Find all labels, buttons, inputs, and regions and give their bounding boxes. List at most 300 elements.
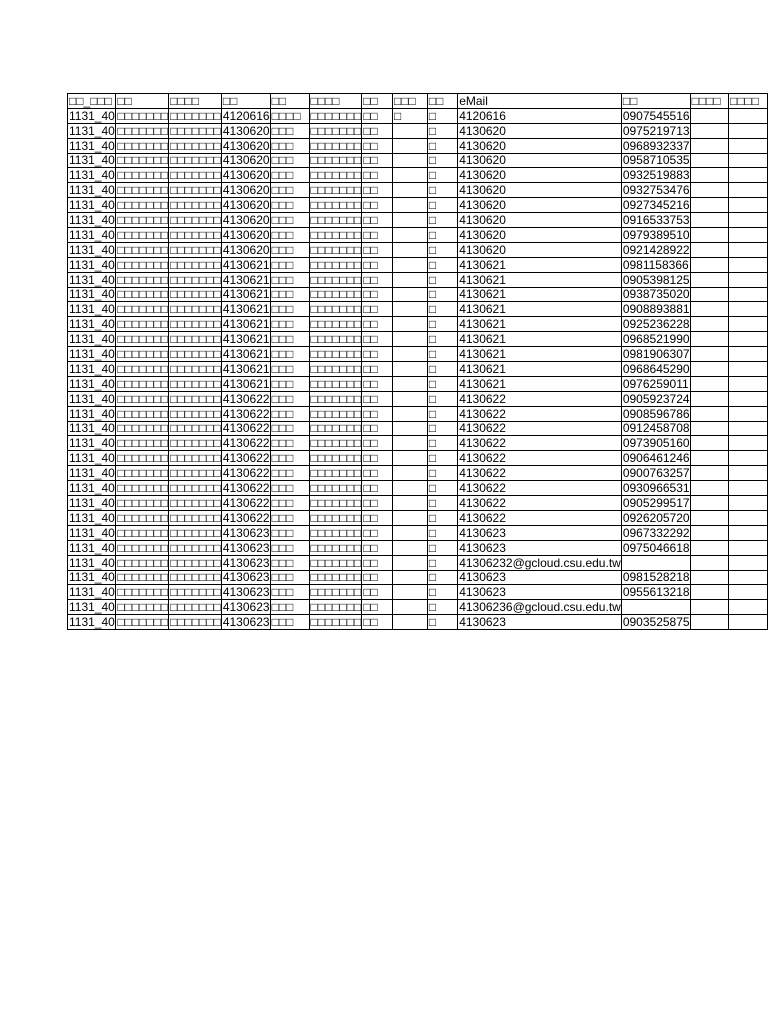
table-cell[interactable]: □□□	[270, 317, 309, 332]
table-cell[interactable]	[393, 362, 428, 377]
table-cell[interactable]: □□□□□□□	[310, 332, 362, 347]
table-cell[interactable]: □□□□□□□	[170, 585, 221, 600]
table-cell[interactable]	[729, 302, 768, 317]
table-cell[interactable]	[729, 287, 768, 302]
table-cell[interactable]: □	[427, 481, 457, 496]
table-cell[interactable]: □□□	[270, 183, 309, 198]
table-cell[interactable]: □	[427, 406, 457, 421]
table-cell[interactable]	[393, 615, 428, 630]
table-cell[interactable]: 4130620	[458, 123, 622, 138]
table-cell[interactable]: □□	[362, 287, 393, 302]
table-cell[interactable]: 4130620	[458, 198, 622, 213]
table-cell[interactable]: 4130622	[222, 481, 270, 496]
table-cell[interactable]	[393, 466, 428, 481]
table-cell[interactable]: □	[427, 600, 457, 615]
table-cell[interactable]: 4130620	[222, 227, 270, 242]
table-cell[interactable]: □□□□□□□	[170, 272, 221, 287]
table-cell[interactable]	[393, 451, 428, 466]
header-cell[interactable]: □□_□□□	[68, 94, 116, 109]
table-cell[interactable]: □□□□□□□	[310, 108, 362, 123]
table-cell[interactable]: □□□	[270, 362, 309, 377]
table-cell[interactable]	[690, 466, 728, 481]
table-cell[interactable]: □□□□□□□	[117, 376, 169, 391]
table-cell[interactable]: 1131_40	[69, 421, 115, 436]
table-cell[interactable]: 1131_40	[69, 451, 115, 466]
table-cell[interactable]	[729, 317, 768, 332]
table-cell[interactable]: □□□□□□□	[170, 242, 221, 257]
table-cell[interactable]: □□□□□□□	[170, 510, 221, 525]
table-cell[interactable]	[621, 555, 690, 570]
table-cell[interactable]: □□□□□□□	[170, 436, 221, 451]
table-cell[interactable]: 4130620	[222, 168, 270, 183]
table-cell[interactable]	[393, 138, 428, 153]
table-cell[interactable]: □□□□□□□	[117, 227, 169, 242]
table-cell[interactable]: 1131_40	[69, 376, 115, 391]
table-cell[interactable]: □□□□□□□	[310, 555, 362, 570]
header-cell[interactable]: □□□□	[169, 94, 222, 109]
table-cell[interactable]: □□	[362, 123, 393, 138]
table-cell[interactable]: □□□□□□□	[117, 168, 169, 183]
table-cell[interactable]: 1131_40	[69, 183, 115, 198]
table-cell[interactable]: □□□	[270, 451, 309, 466]
table-cell[interactable]	[690, 421, 728, 436]
table-cell[interactable]: 0981528218	[622, 570, 690, 585]
header-cell[interactable]: □□	[362, 94, 393, 109]
table-cell[interactable]	[690, 287, 728, 302]
table-cell[interactable]: 4130620	[222, 138, 270, 153]
table-cell[interactable]: □	[427, 585, 457, 600]
table-cell[interactable]: 1131_40	[69, 332, 115, 347]
table-cell[interactable]: 4130622	[458, 496, 622, 511]
table-cell[interactable]: 1131_40	[69, 138, 115, 153]
table-cell[interactable]: □□□□□□□	[310, 138, 362, 153]
table-cell[interactable]	[690, 123, 728, 138]
table-cell[interactable]: □	[427, 540, 457, 555]
table-cell[interactable]: □	[427, 466, 457, 481]
table-cell[interactable]: □□	[362, 376, 393, 391]
table-cell[interactable]: □□□	[270, 257, 309, 272]
table-cell[interactable]: □□□□□□□	[117, 466, 169, 481]
table-cell[interactable]: □□□□□□□	[310, 257, 362, 272]
table-cell[interactable]: □□□□□□□	[310, 347, 362, 362]
table-cell[interactable]: □□□□□□□	[117, 391, 169, 406]
table-cell[interactable]: □□	[362, 272, 393, 287]
table-cell[interactable]	[729, 510, 768, 525]
table-cell[interactable]: 0916533753	[622, 213, 690, 228]
table-cell[interactable]: 4130621	[222, 317, 270, 332]
table-cell[interactable]: □□□□□□□	[310, 481, 362, 496]
table-cell[interactable]	[729, 138, 768, 153]
table-cell[interactable]	[690, 436, 728, 451]
table-cell[interactable]: 1131_40	[69, 495, 115, 510]
table-cell[interactable]: □□□□□□□	[170, 198, 221, 213]
table-cell[interactable]: 0903525875	[622, 615, 690, 630]
table-cell[interactable]: 4130620	[222, 213, 270, 228]
table-cell[interactable]: 0938735020	[622, 287, 690, 302]
table-cell[interactable]: 1131_40	[69, 391, 115, 406]
table-cell[interactable]	[690, 332, 728, 347]
table-cell[interactable]: 1131_40	[69, 198, 115, 213]
table-cell[interactable]: 0979389510	[622, 227, 690, 242]
table-cell[interactable]	[729, 257, 768, 272]
table-cell[interactable]	[690, 347, 728, 362]
table-cell[interactable]: 4130623	[222, 615, 270, 630]
table-cell[interactable]: 4130623	[458, 585, 622, 600]
table-cell[interactable]: □□	[362, 213, 393, 228]
table-cell[interactable]: 4130622	[222, 495, 270, 510]
table-cell[interactable]	[393, 540, 428, 555]
table-cell[interactable]: □□□□□□□	[170, 555, 221, 570]
table-cell[interactable]: 4130621	[458, 347, 622, 362]
table-cell[interactable]	[690, 242, 728, 257]
table-cell[interactable]: □	[427, 302, 457, 317]
table-cell[interactable]: □□□□□□□	[117, 287, 169, 302]
table-cell[interactable]: 4130623	[222, 570, 270, 585]
table-cell[interactable]	[729, 436, 768, 451]
table-cell[interactable]: □□□	[270, 496, 309, 511]
table-cell[interactable]: □□□□□□□	[310, 570, 362, 585]
table-cell[interactable]	[690, 257, 728, 272]
table-cell[interactable]	[393, 317, 428, 332]
table-cell[interactable]	[690, 391, 728, 406]
table-cell[interactable]: □□□□□□□	[310, 600, 362, 615]
table-cell[interactable]: □□□	[270, 481, 309, 496]
table-cell[interactable]	[690, 228, 728, 243]
table-cell[interactable]	[729, 242, 768, 257]
table-cell[interactable]: □□□□□□□	[170, 257, 221, 272]
table-cell[interactable]: 4130621	[222, 361, 270, 376]
table-cell[interactable]	[690, 198, 728, 213]
table-cell[interactable]	[393, 525, 428, 540]
table-cell[interactable]	[393, 481, 428, 496]
table-cell[interactable]: □□□□□□□	[170, 406, 221, 421]
table-cell[interactable]: □□□□□□□	[170, 213, 221, 228]
table-cell[interactable]: □□	[362, 570, 393, 585]
table-cell[interactable]: □□□□□□□	[310, 317, 362, 332]
table-cell[interactable]: 0900763257	[622, 466, 690, 481]
table-cell[interactable]: □	[427, 242, 457, 257]
table-cell[interactable]: □□	[362, 585, 393, 600]
table-cell[interactable]	[393, 302, 428, 317]
table-cell[interactable]: 4130622	[222, 421, 270, 436]
table-cell[interactable]: □□□	[270, 228, 309, 243]
table-cell[interactable]	[729, 540, 768, 555]
table-cell[interactable]: 1131_40	[69, 585, 115, 600]
table-cell[interactable]: □□□□□□□	[170, 615, 221, 630]
table-cell[interactable]: 4130620	[222, 153, 270, 168]
table-cell[interactable]: 4130622	[458, 406, 622, 421]
table-cell[interactable]: 1131_40	[69, 570, 115, 585]
table-cell[interactable]: 4130622	[222, 510, 270, 525]
table-cell[interactable]	[729, 525, 768, 540]
header-cell[interactable]: □□	[221, 94, 270, 109]
table-cell[interactable]: □□□□□□□	[310, 198, 362, 213]
table-cell[interactable]: □□	[362, 496, 393, 511]
table-cell[interactable]: 1131_40	[69, 317, 115, 332]
table-cell[interactable]: □	[427, 451, 457, 466]
table-cell[interactable]	[690, 451, 728, 466]
table-cell[interactable]	[690, 555, 728, 570]
table-cell[interactable]: □□□	[270, 376, 309, 391]
table-cell[interactable]: □□	[362, 183, 393, 198]
table-cell[interactable]: 4130622	[458, 391, 622, 406]
header-cell[interactable]: □□	[427, 94, 457, 109]
table-cell[interactable]: 4130621	[458, 287, 622, 302]
table-cell[interactable]: 1131_40	[69, 302, 115, 317]
table-cell[interactable]: □□□□□□□	[117, 108, 169, 123]
table-cell[interactable]: □	[427, 168, 457, 183]
table-cell[interactable]: □□□	[270, 510, 309, 525]
table-cell[interactable]: □□□□□□□	[310, 391, 362, 406]
table-cell[interactable]: □□	[362, 391, 393, 406]
table-cell[interactable]: 1131_40	[69, 466, 115, 481]
table-cell[interactable]: 4130622	[458, 436, 622, 451]
table-cell[interactable]: □□□□□□□	[117, 213, 169, 228]
table-cell[interactable]: □□□□□□□	[117, 332, 169, 347]
table-cell[interactable]: □□□□□□□	[170, 168, 221, 183]
table-cell[interactable]: 0907545516	[622, 108, 690, 123]
table-cell[interactable]: □	[427, 496, 457, 511]
table-cell[interactable]: □□□	[270, 168, 309, 183]
table-cell[interactable]	[690, 540, 728, 555]
table-cell[interactable]: □□□□□□□	[117, 585, 169, 600]
table-cell[interactable]: □□□	[270, 525, 309, 540]
table-cell[interactable]	[393, 391, 428, 406]
table-cell[interactable]: 4120616	[458, 108, 622, 123]
header-cell[interactable]: □□□	[393, 94, 428, 109]
table-cell[interactable]: □	[427, 525, 457, 540]
table-cell[interactable]: □□	[362, 257, 393, 272]
table-cell[interactable]: □□□□□□□	[310, 451, 362, 466]
table-cell[interactable]: 4130620	[458, 242, 622, 257]
table-cell[interactable]: □□□□□□□	[117, 138, 169, 153]
table-cell[interactable]: □□□□□□□	[310, 168, 362, 183]
table-cell[interactable]	[393, 585, 428, 600]
table-cell[interactable]: □□□□□□□	[310, 376, 362, 391]
table-cell[interactable]: 1131_40	[69, 615, 115, 630]
table-cell[interactable]: □	[427, 123, 457, 138]
table-cell[interactable]	[393, 153, 428, 168]
table-cell[interactable]: □	[427, 347, 457, 362]
table-cell[interactable]: 4130621	[222, 347, 270, 362]
table-cell[interactable]: 1131_40	[69, 272, 115, 287]
table-cell[interactable]: 1131_40	[69, 510, 115, 525]
table-cell[interactable]: □□□	[270, 138, 309, 153]
table-cell[interactable]: 4130623	[222, 525, 270, 540]
table-cell[interactable]: □□□□□□□	[117, 347, 169, 362]
table-cell[interactable]: 4120616	[222, 108, 270, 123]
table-cell[interactable]: □□□	[270, 302, 309, 317]
table-cell[interactable]	[690, 153, 728, 168]
table-cell[interactable]: □□	[362, 302, 393, 317]
table-cell[interactable]: □□□	[270, 347, 309, 362]
table-cell[interactable]: □	[427, 257, 457, 272]
table-cell[interactable]: □	[427, 570, 457, 585]
table-cell[interactable]	[729, 376, 768, 391]
table-cell[interactable]: 4130620	[458, 183, 622, 198]
table-cell[interactable]: □□□	[270, 585, 309, 600]
table-cell[interactable]: □□□	[270, 332, 309, 347]
table-cell[interactable]: □□□□□□□	[310, 615, 362, 630]
table-cell[interactable]: □□□□□□□	[170, 481, 221, 496]
table-cell[interactable]: □	[427, 213, 457, 228]
table-cell[interactable]: 4130622	[458, 466, 622, 481]
table-cell[interactable]: 0975046618	[622, 540, 690, 555]
table-cell[interactable]	[690, 481, 728, 496]
table-cell[interactable]	[690, 600, 728, 615]
table-cell[interactable]: □□	[362, 436, 393, 451]
table-cell[interactable]: □□	[362, 421, 393, 436]
table-cell[interactable]	[393, 421, 428, 436]
table-cell[interactable]: □□□□□□□	[170, 183, 221, 198]
table-cell[interactable]: □	[427, 198, 457, 213]
table-cell[interactable]: □□	[362, 600, 393, 615]
table-cell[interactable]: 4130623	[458, 540, 622, 555]
table-cell[interactable]: 4130623	[458, 615, 622, 630]
table-cell[interactable]: □□□□□□□	[117, 451, 169, 466]
table-cell[interactable]: 0906461246	[622, 451, 690, 466]
table-cell[interactable]: □	[427, 615, 457, 630]
table-cell[interactable]	[729, 183, 768, 198]
table-cell[interactable]: □□□□□□□	[117, 183, 169, 198]
table-cell[interactable]: □□□□□□□	[170, 108, 221, 123]
table-cell[interactable]: 41306232@gcloud.csu.edu.tw	[459, 555, 621, 570]
table-cell[interactable]: 4130620	[222, 123, 270, 138]
table-cell[interactable]	[729, 615, 768, 630]
header-cell[interactable]: □□□□	[729, 94, 768, 109]
table-cell[interactable]: □□□□□□□	[117, 123, 169, 138]
table-cell[interactable]: □□	[362, 108, 393, 123]
header-cell[interactable]: □□	[116, 94, 169, 109]
table-cell[interactable]: 4130621	[458, 317, 622, 332]
header-cell[interactable]: □□□□	[309, 94, 362, 109]
table-cell[interactable]: □□□□□□□	[310, 421, 362, 436]
table-cell[interactable]: 4130622	[222, 391, 270, 406]
table-cell[interactable]	[729, 451, 768, 466]
table-cell[interactable]	[729, 406, 768, 421]
table-cell[interactable]: 4130621	[458, 362, 622, 377]
table-cell[interactable]: □	[427, 362, 457, 377]
table-cell[interactable]	[393, 183, 428, 198]
table-cell[interactable]	[393, 600, 428, 615]
table-cell[interactable]: □	[427, 332, 457, 347]
table-cell[interactable]: □□□□□□□	[170, 540, 221, 555]
table-cell[interactable]	[393, 242, 428, 257]
table-cell[interactable]	[690, 525, 728, 540]
table-cell[interactable]: 0968521990	[622, 332, 690, 347]
table-cell[interactable]: 4130622	[222, 406, 270, 421]
table-cell[interactable]	[729, 421, 768, 436]
table-cell[interactable]: 41306236@gcloud.csu.edu.tw	[459, 600, 621, 615]
table-cell[interactable]: 4130620	[458, 138, 622, 153]
table-cell[interactable]: □□	[362, 466, 393, 481]
table-cell[interactable]: □□□□□□□	[310, 183, 362, 198]
table-cell[interactable]: 0967332292	[622, 525, 690, 540]
table-cell[interactable]: 4130621	[458, 272, 622, 287]
table-cell[interactable]: 1131_40	[69, 287, 115, 302]
table-cell[interactable]: □□	[362, 198, 393, 213]
table-cell[interactable]	[729, 198, 768, 213]
table-cell[interactable]: □□□□□□□	[117, 257, 169, 272]
table-cell[interactable]: 0912458708	[622, 421, 690, 436]
table-cell[interactable]	[729, 555, 768, 570]
table-cell[interactable]: □□□□□□□	[310, 436, 362, 451]
table-cell[interactable]	[690, 183, 728, 198]
table-cell[interactable]	[690, 317, 728, 332]
table-cell[interactable]: 4130621	[222, 272, 270, 287]
table-cell[interactable]: □□□	[270, 391, 309, 406]
table-cell[interactable]: 4130620	[458, 153, 622, 168]
table-cell[interactable]: □□□□□□□	[117, 495, 169, 510]
table-cell[interactable]	[729, 391, 768, 406]
table-cell[interactable]: □□□□□□□	[310, 525, 362, 540]
table-cell[interactable]: □□	[362, 481, 393, 496]
table-cell[interactable]: □□□□□□□	[310, 272, 362, 287]
table-cell[interactable]: □□□□□□□	[310, 242, 362, 257]
table-cell[interactable]	[729, 466, 768, 481]
table-cell[interactable]: 4130622	[458, 510, 622, 525]
table-cell[interactable]: 4130620	[222, 198, 270, 213]
table-cell[interactable]	[729, 213, 768, 228]
table-cell[interactable]	[729, 168, 768, 183]
table-cell[interactable]: □□	[362, 228, 393, 243]
table-cell[interactable]	[393, 287, 428, 302]
table-cell[interactable]	[621, 600, 690, 615]
table-cell[interactable]: 4130620	[222, 242, 270, 257]
table-cell[interactable]: □□□□□□□	[170, 525, 221, 540]
table-cell[interactable]: 4130620	[222, 183, 270, 198]
table-cell[interactable]: □	[427, 153, 457, 168]
table-cell[interactable]: 4130621	[458, 332, 622, 347]
table-cell[interactable]	[393, 213, 428, 228]
table-cell[interactable]: □□□□□□□	[117, 302, 169, 317]
table-cell[interactable]	[729, 332, 768, 347]
table-cell[interactable]: 0975219713	[622, 123, 690, 138]
table-cell[interactable]	[729, 496, 768, 511]
table-cell[interactable]: □□□□□□□	[170, 421, 221, 436]
table-cell[interactable]	[729, 153, 768, 168]
table-cell[interactable]: 4130621	[458, 376, 622, 391]
table-cell[interactable]: □□□□□□□	[170, 600, 221, 615]
table-cell[interactable]: 0981158366	[622, 257, 689, 272]
table-cell[interactable]: □□□□□□□	[117, 615, 169, 630]
table-cell[interactable]	[690, 585, 728, 600]
table-cell[interactable]: □□□□□□□	[117, 600, 169, 615]
table-cell[interactable]: □□□□□□□	[170, 332, 221, 347]
table-cell[interactable]	[690, 615, 728, 630]
table-cell[interactable]: □□□□□□□	[310, 287, 362, 302]
table-cell[interactable]: □□	[362, 451, 393, 466]
table-cell[interactable]: 4130621	[222, 302, 270, 317]
table-cell[interactable]: □	[427, 183, 457, 198]
table-cell[interactable]: 0921428922	[622, 242, 690, 257]
table-cell[interactable]: □□	[362, 153, 393, 168]
table-cell[interactable]	[690, 108, 728, 123]
table-cell[interactable]: 4130622	[222, 451, 270, 466]
table-cell[interactable]: □□□	[270, 436, 309, 451]
table-cell[interactable]	[393, 123, 428, 138]
table-cell[interactable]: □□□□□□□	[170, 451, 221, 466]
table-cell[interactable]: □□□	[270, 198, 309, 213]
table-cell[interactable]: □□□	[270, 153, 309, 168]
table-cell[interactable]: □□□□□□□	[117, 406, 169, 421]
table-cell[interactable]: 4130623	[458, 570, 622, 585]
table-cell[interactable]: □□□□□□□	[170, 376, 221, 391]
table-cell[interactable]: 4130622	[222, 436, 270, 451]
table-cell[interactable]	[393, 272, 428, 287]
table-cell[interactable]: □□	[362, 510, 393, 525]
table-cell[interactable]: □	[393, 108, 428, 123]
